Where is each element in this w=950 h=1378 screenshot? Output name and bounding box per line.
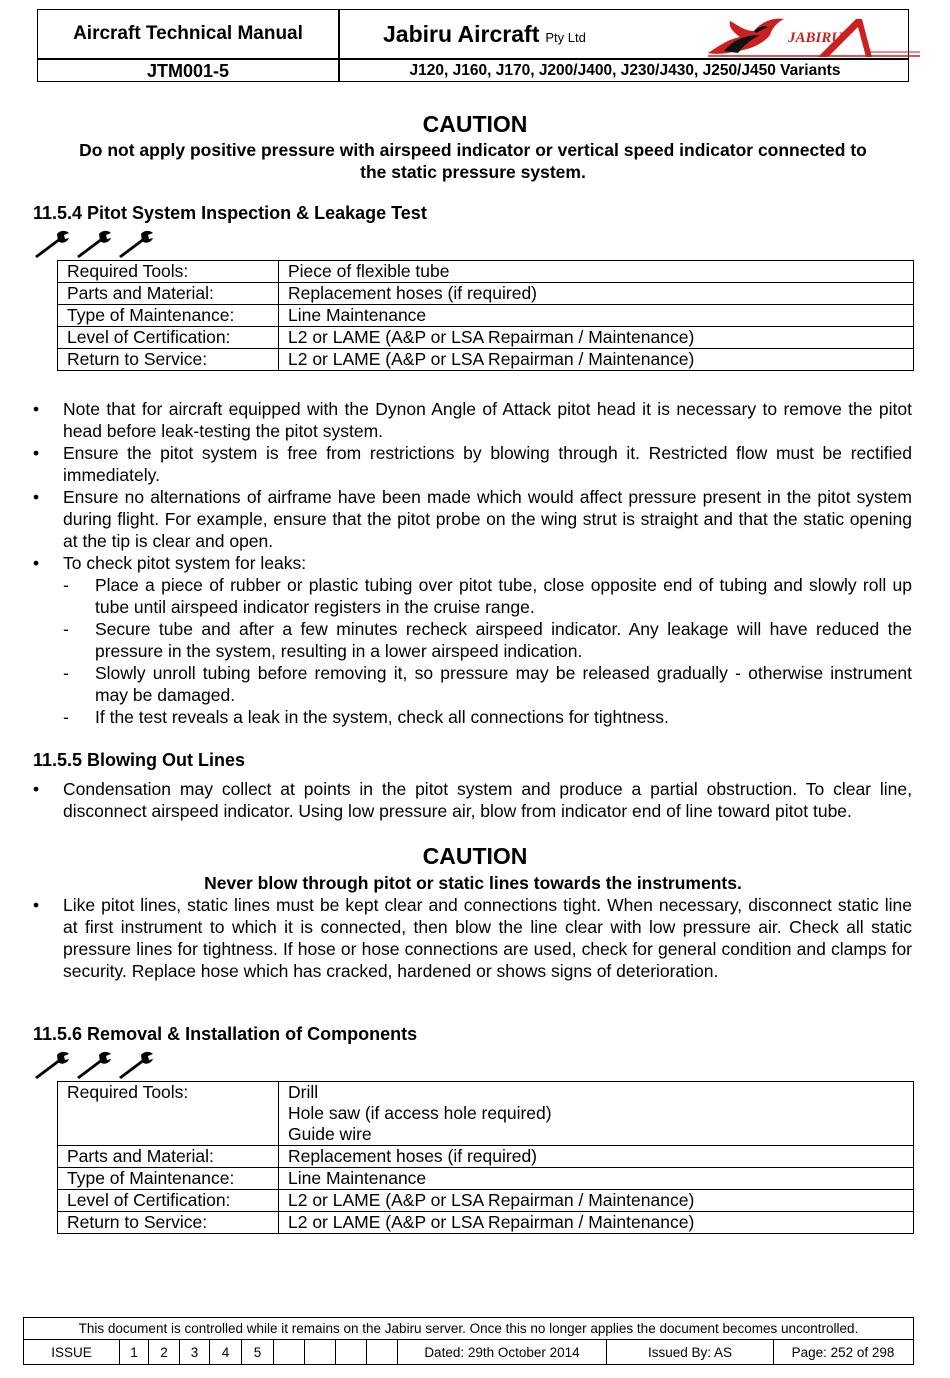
jabiru-logo (668, 13, 923, 64)
list-item: • Note that for aircraft equipped with the Dynon Angle of Attack pitot head it is necessary to remove the pitot head before leak-testing the pitot system. (33, 399, 912, 441)
issued-by: Issued By: AS (607, 1340, 774, 1364)
document-header (37, 9, 909, 82)
list-item: • To check pitot system for leaks: (33, 553, 307, 573)
caution-text: Never blow through pitot or static lines towards the instruments. (204, 873, 742, 893)
section-heading-11-5-4: 11.5.4 Pitot System Inspection & Leakage Test (33, 203, 427, 223)
issue-cell (274, 1340, 305, 1364)
table-row: Return to Service: L2 or LAME (A&P or LSA Repairman / Maintenance) (58, 349, 914, 371)
document-code: JTM001-5 (146, 60, 230, 81)
caution-text: Do not apply positive pressure with airspeed indicator or vertical speed indicator connected to the static pressure system. (79, 140, 867, 182)
issue-cell: 5 (242, 1340, 274, 1364)
issue-row (24, 1340, 913, 1364)
aircraft-variants: J120, J160, J170, J200/J400, J230/J430, J250/J450 Variants (409, 62, 841, 79)
issue-cell (305, 1340, 336, 1364)
issue-label: ISSUE (24, 1340, 120, 1364)
sub-list-item: - Place a piece of rubber or plastic tubing over pitot tube, close opposite end of tubing and slowly roll up tube until airspeed indicator registers in the cruise range. (63, 575, 912, 617)
blowing-out-steps (33, 894, 912, 982)
sub-list-item: - Slowly unroll tubing before removing it, so pressure may be released gradually - otherwise instrument may be damaged. (63, 663, 912, 705)
caution-title: CAUTION (422, 111, 528, 137)
document-footer (23, 1317, 914, 1365)
issue-cell: 4 (210, 1340, 242, 1364)
company-name: Jabiru Aircraft Pty Ltd (383, 20, 586, 47)
list-item: • Condensation may collect at points in the pitot system and produce a partial obstruction. To clear line, disconnect airspeed indicator. Using low pressure air, blow from indicator end of line toward pitot tube. (33, 779, 912, 821)
control-notice: This document is controlled while it remains on the Jabiru server. Once this no longer applies the document becomes uncontrolled. (24, 1318, 913, 1340)
issue-cell (367, 1340, 398, 1364)
list-item: • Ensure no alternations of airframe have been made which would affect pressure present in the pitot system during flight. For example, ensure that the pitot probe on the wing strut is straight and that the static opening at the tip is clear and open. (33, 487, 912, 551)
section-heading-11-5-5: 11.5.5 Blowing Out Lines (33, 750, 246, 770)
issue-date: Dated: 29th October 2014 (398, 1340, 607, 1364)
table-row: Type of Maintenance: Line Maintenance (58, 305, 914, 327)
manual-title: Aircraft Technical Manual (73, 23, 303, 44)
blowing-out-steps (33, 778, 912, 822)
list-item: • Like pitot lines, static lines must be kept clear and connections tight. When necessary, disconnect static line at first instrument to which it is connected, then blow the line clear with low pressure air. Check all static pressure lines for tightness. If hose or hose connections are used, check for general condition and clamps for security. Replace hose which has cracked, hardened or shows signs of deterioration. (33, 895, 912, 981)
issue-cell: 3 (180, 1340, 210, 1364)
table-row: Required Tools: Drill Hole saw (if access hole required) Guide wire (58, 1082, 914, 1146)
maintenance-info-table (57, 1081, 914, 1234)
caution-title: CAUTION (422, 843, 528, 869)
table-row: Level of Certification: L2 or LAME (A&P or LSA Repairman / Maintenance) (58, 327, 914, 349)
sub-list-item: - Secure tube and after a few minutes recheck airspeed indicator. Any leakage will have reduced the pressure in the system, resulting in a lower airspeed indication. (63, 619, 912, 661)
wrench-icon (33, 230, 158, 263)
table-row: Type of Maintenance: Line Maintenance (58, 1168, 914, 1190)
wrench-icon (33, 1051, 158, 1084)
page-number: Page: 252 of 298 (791, 1344, 895, 1360)
maintenance-info-table (57, 260, 914, 371)
table-row: Parts and Material: Replacement hoses (if required) (58, 283, 914, 305)
issue-cell: 1 (120, 1340, 149, 1364)
table-row: Level of Certification: L2 or LAME (A&P or LSA Repairman / Maintenance) (58, 1190, 914, 1212)
issue-cell (336, 1340, 367, 1364)
table-row: Required Tools: Piece of flexible tube (58, 261, 914, 283)
company-suffix: Pty Ltd (545, 29, 586, 45)
sub-list-item: - If the test reveals a leak in the system, check all connections for tightness. (63, 707, 669, 727)
list-item: • Ensure the pitot system is free from restrictions by blowing through it. Restricted flow must be rectified immediately. (33, 443, 912, 485)
issue-cell: 2 (149, 1340, 180, 1364)
pitot-inspection-steps (33, 398, 912, 728)
logo-text: JABIRU (788, 30, 843, 46)
table-row: Parts and Material: Replacement hoses (if required) (58, 1146, 914, 1168)
table-row: Return to Service: L2 or LAME (A&P or LSA Repairman / Maintenance) (58, 1212, 914, 1234)
section-heading-11-5-6: 11.5.6 Removal & Installation of Components (33, 1024, 418, 1044)
